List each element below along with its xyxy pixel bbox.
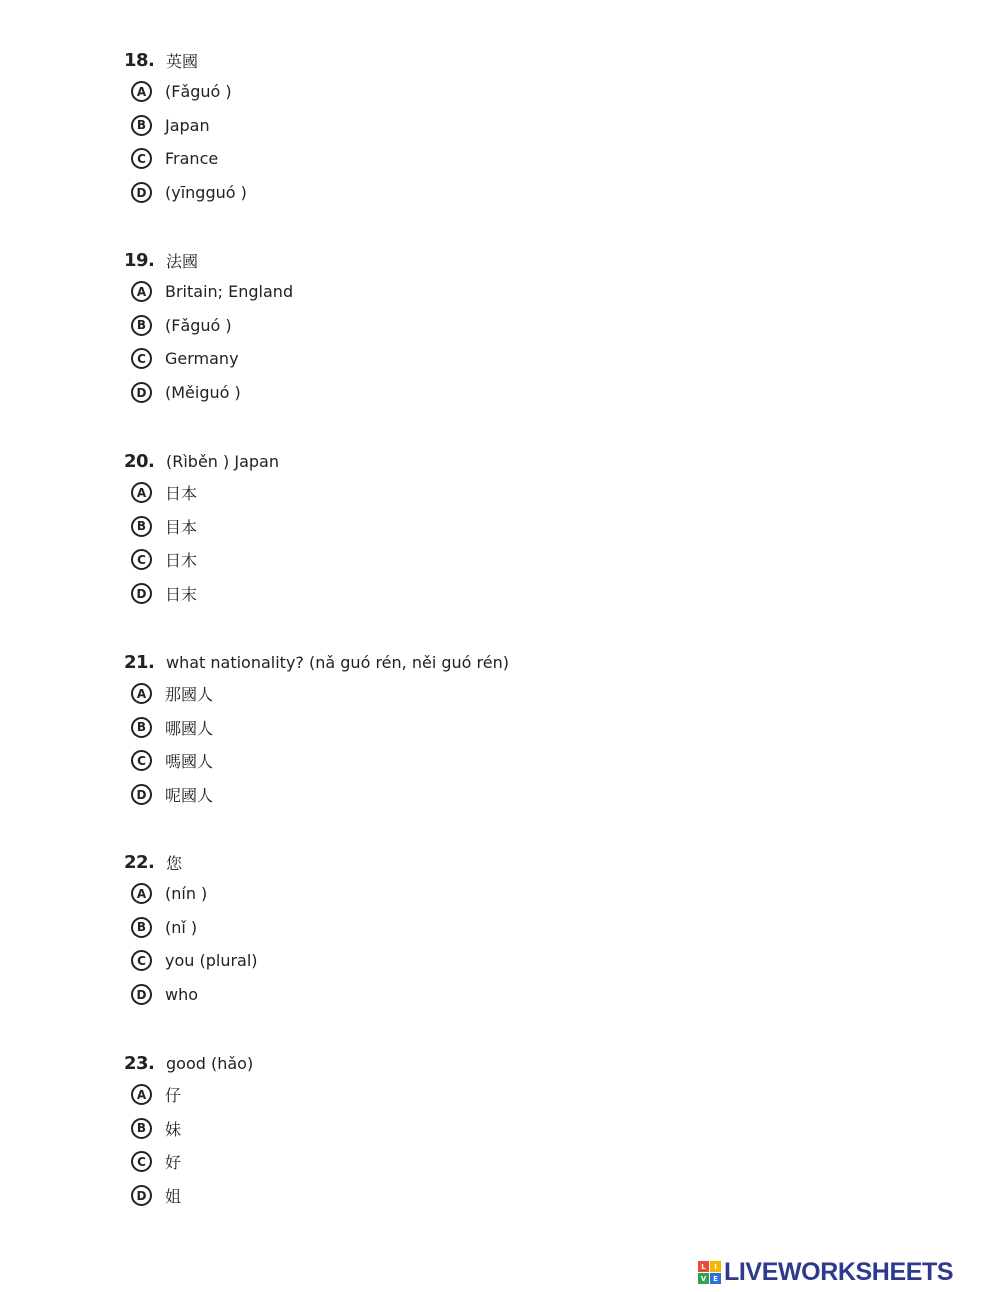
answer-option[interactable] [124,510,824,544]
answer-option[interactable] [124,778,824,812]
question-prompt: (Rìběn ) Japan [166,451,279,471]
answer-option[interactable] [124,978,824,1012]
option-text: 呢國人 [165,786,214,806]
logo-blocks-icon [698,1261,721,1284]
option-bubble-icon[interactable]: A [131,1084,152,1105]
option-bubble-icon[interactable]: A [131,482,152,503]
option-text: 那國人 [165,685,214,705]
option-text: (nín ) [165,884,208,904]
option-bubble-icon[interactable]: D [131,984,152,1005]
option-bubble-icon[interactable]: D [131,382,152,403]
question-prompt: 法國 [166,251,199,271]
question-number: 18. [124,49,155,71]
answer-option[interactable] [124,911,824,945]
answer-option[interactable] [124,75,824,109]
option-text: 妹 [165,1119,182,1139]
question-prompt: good (hǎo) [166,1053,254,1073]
option-bubble-icon[interactable]: B [131,315,152,336]
option-text: 日末 [165,585,198,605]
answer-option[interactable] [124,275,824,309]
question-number: 22. [124,851,155,873]
option-text: 好 [165,1153,182,1173]
answer-option[interactable] [124,142,824,176]
option-text: Germany [165,349,239,369]
question-header [124,847,824,877]
option-bubble-icon[interactable]: B [131,717,152,738]
question-header [124,446,824,476]
answer-option[interactable] [124,376,824,410]
question [124,847,824,1011]
question-number: 21. [124,651,155,673]
question-prompt: 您 [166,853,183,873]
option-text: 哪國人 [165,718,214,738]
question-header [124,245,824,275]
question-number: 19. [124,249,155,271]
option-text: (nǐ ) [165,917,198,937]
option-bubble-icon[interactable]: D [131,182,152,203]
answer-option[interactable] [124,1078,824,1112]
option-text: Japan [165,115,210,135]
answer-option[interactable] [124,109,824,143]
question [124,446,824,610]
answer-option[interactable] [124,176,824,210]
option-text: (Fǎguó ) [165,82,232,102]
option-bubble-icon[interactable]: C [131,1151,152,1172]
answer-option[interactable] [124,342,824,376]
option-text: 嗎國人 [165,752,214,772]
answer-option[interactable] [124,677,824,711]
answer-option[interactable] [124,877,824,911]
option-bubble-icon[interactable]: C [131,750,152,771]
answer-option[interactable] [124,944,824,978]
option-text: (Fǎguó ) [165,315,232,335]
answer-option[interactable] [124,744,824,778]
liveworksheets-logo [698,1258,953,1287]
logo-block-l: L [698,1261,709,1272]
answer-option[interactable] [124,1145,824,1179]
answer-option[interactable] [124,711,824,745]
option-bubble-icon[interactable]: A [131,81,152,102]
option-bubble-icon[interactable]: C [131,549,152,570]
answer-option[interactable] [124,577,824,611]
logo-text: LIVEWORKSHEETS [724,1258,954,1286]
option-text: 日本 [165,484,198,504]
option-text: (yīngguó ) [165,183,247,203]
option-bubble-icon[interactable]: A [131,683,152,704]
option-bubble-icon[interactable]: C [131,148,152,169]
answer-option[interactable] [124,1179,824,1213]
option-bubble-icon[interactable]: A [131,883,152,904]
option-bubble-icon[interactable]: B [131,115,152,136]
option-text: you (plural) [165,951,258,971]
option-bubble-icon[interactable]: B [131,917,152,938]
option-text: Britain; England [165,282,294,302]
option-text: 仔 [165,1086,182,1106]
option-bubble-icon[interactable]: D [131,583,152,604]
answer-option[interactable] [124,476,824,510]
logo-block-v: V [698,1273,709,1284]
question [124,245,824,409]
option-text: France [165,149,219,169]
question-header [124,45,824,75]
answer-option[interactable] [124,543,824,577]
question-number: 23. [124,1052,155,1074]
option-text: 姐 [165,1187,182,1207]
option-text: 日木 [165,551,198,571]
option-bubble-icon[interactable]: C [131,348,152,369]
question-prompt: what nationality? (nǎ guó rén, něi guó rén) [166,652,509,672]
question [124,647,824,811]
logo-block-i: I [710,1261,721,1272]
option-bubble-icon[interactable]: C [131,950,152,971]
option-text: (Měiguó ) [165,383,241,403]
question-header [124,1048,824,1078]
question-prompt: 英國 [166,51,199,71]
question [124,45,824,209]
answer-option[interactable] [124,309,824,343]
question [124,1048,824,1212]
option-text: 目本 [165,517,198,537]
option-bubble-icon[interactable]: A [131,281,152,302]
option-bubble-icon[interactable]: B [131,1118,152,1139]
option-bubble-icon[interactable]: B [131,516,152,537]
option-text: who [165,985,199,1005]
question-header [124,647,824,677]
question-number: 20. [124,450,155,472]
option-bubble-icon[interactable]: D [131,784,152,805]
answer-option[interactable] [124,1112,824,1146]
logo-block-e: E [710,1273,721,1284]
option-bubble-icon[interactable]: D [131,1185,152,1206]
